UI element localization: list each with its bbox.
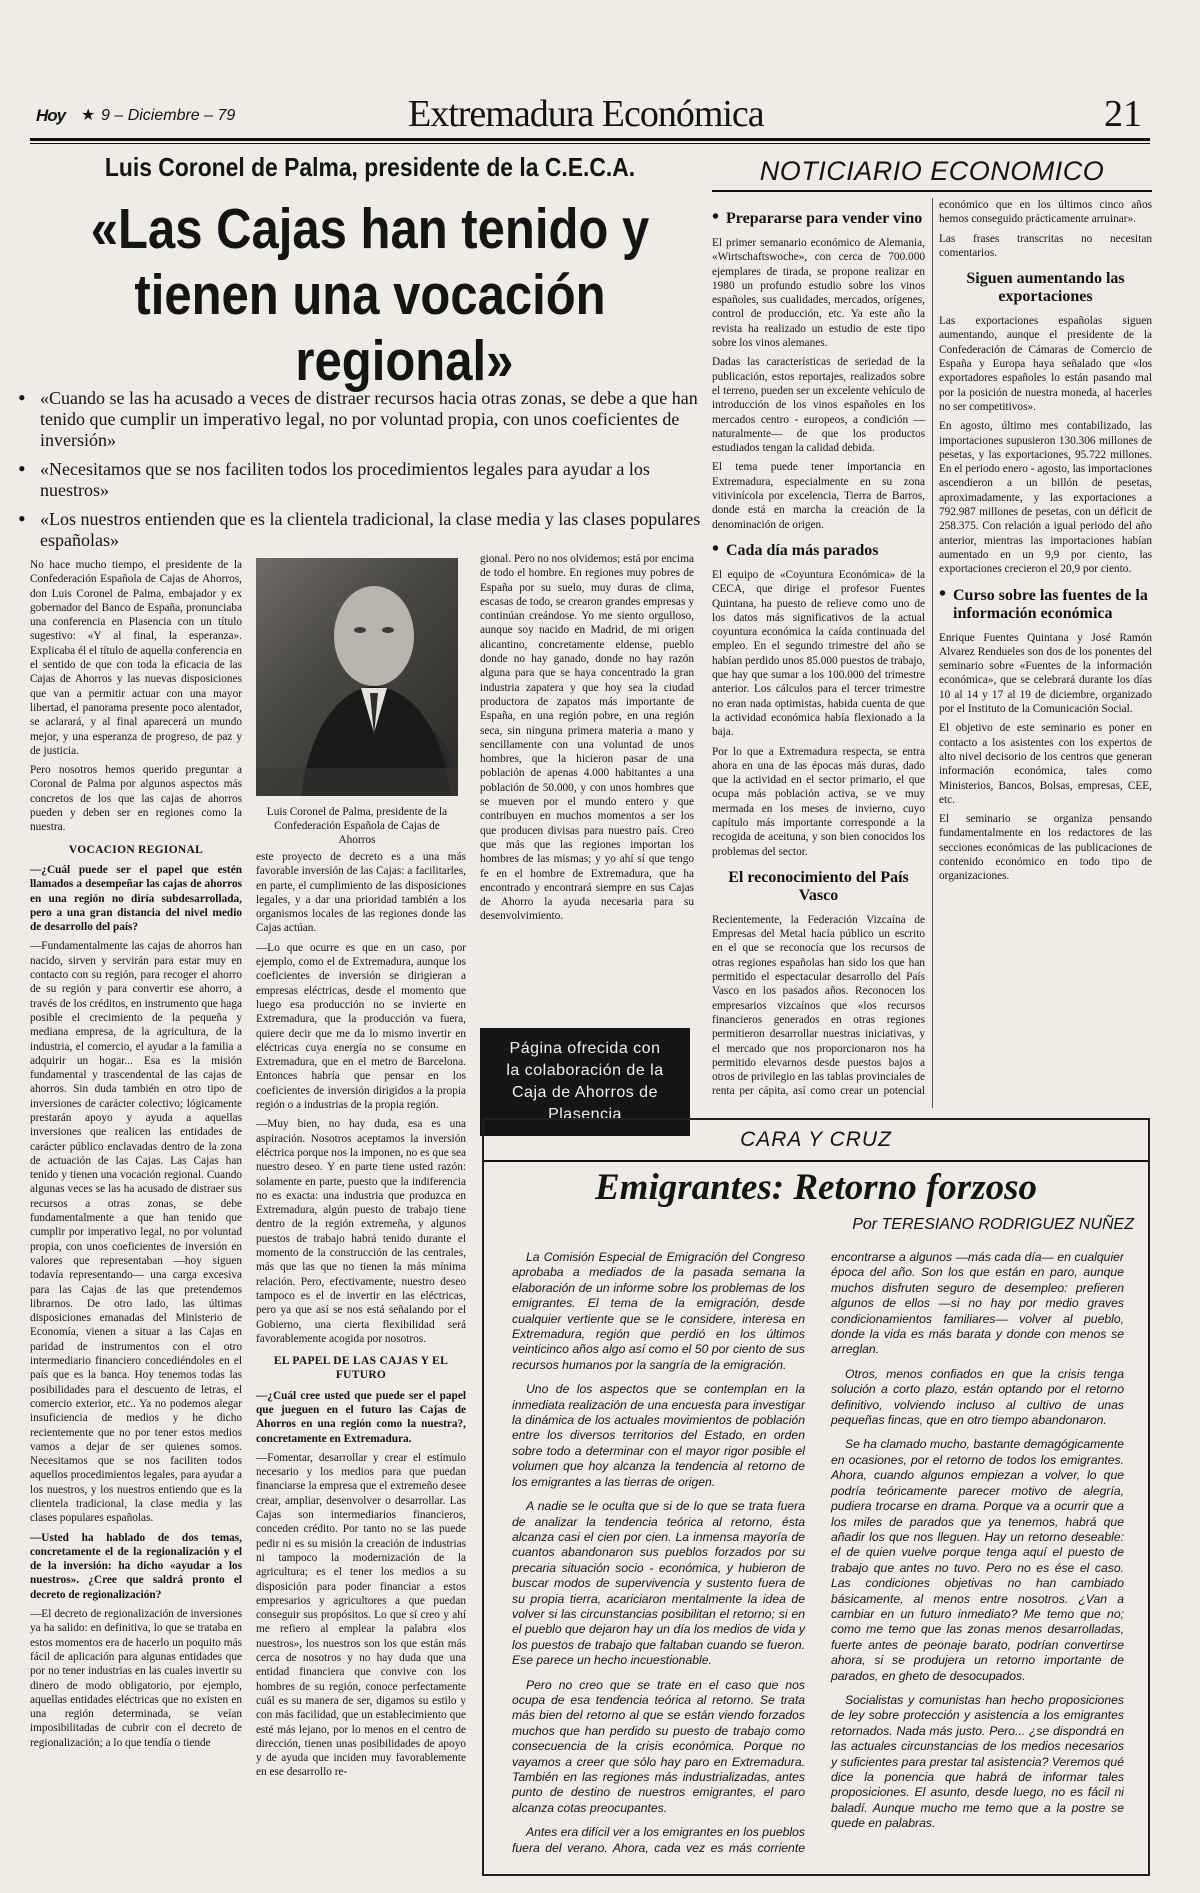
portrait-photo (256, 558, 458, 796)
news-paragraph: En agosto, último mes contabilizado, las importaciones supusieron 130.306 millones de pesetas, y las exportaciones, 95.722 millones. En el periodo enero - agosto, las importaciones ascendieron a un billón de pesetas, aproximadamente, y las exportaciones a 792.987 millones de pesetas, con un déficit de 258.375. Con relación a igual periodo del año anterior, mientras las importaciones habían aumentado en un 9,9 por ciento, las exportaciones crecieron el 20,9 por ciento. (939, 420, 1152, 576)
noticiario-columns (712, 198, 1152, 1108)
news-paragraph: El equipo de «Coyuntura Económica» de la CECA, que dirige el profesor Fuentes Quintana, ha puesto de relieve como uno de los datos más significativos de la actual coyuntura económica la caída continuada del empleo. En el segundo trimestre del año se habían perdido unos 85.000 puestos de trabajo, que hay que sumar a los 100.000 del trimestre anterior. Los cálculos para el tercer trimestre no eran nada optimistas, habida cuenta de que la actividad económica había flexionado a la baja. (712, 568, 925, 739)
pullquote-list (14, 388, 704, 559)
headline-line-3: regional» (295, 329, 514, 393)
newspaper-logo: Hoy (36, 106, 66, 125)
headline-line-2: tienen una vocación (134, 263, 606, 327)
news-paragraph: Enrique Fuentes Quintana y José Ramón Alvarez Rendueles son dos de los ponentes del seminario sobre «Fuentes de la información económica», que se celebrará durante los días 10 al 14 y 17 al 19 de diciembre, organizado por el Instituto de la Comunicación Social. (939, 631, 1152, 716)
news-heading: • Prepararse para vender vino (712, 210, 925, 228)
subheading: EL PAPEL DE LAS CAJAS Y EL FUTURO (273, 1355, 449, 1382)
news-paragraph: El objetivo de este seminario es poner en contacto a los asistentes con los expertos de alto nivel decisorio de los centros que generan información económica, tales como Ministerios, Bancos, Bolsas, empresas, CEE, etc. (939, 722, 1152, 806)
column-label: CARA Y CRUZ (740, 1128, 892, 1151)
question: —Usted ha hablado de dos temas, concretamente el de la regionalización y el de la inversión: ha dicho «ayudar a los nuestros». ¿Cree que saldrá pronto el decreto de regionalización? (30, 1531, 242, 1601)
news-paragraph: Las frases transcritas no necesitan comentarios. (939, 232, 1152, 259)
news-paragraph: El tema puede tener importancia en Extremadura, especialmente en su zona vitivinícola por excelencia, Tierra de Barros, donde está en marcha la creación de la denominación de origen. (712, 461, 925, 531)
sponsor-text: Página ofrecida con la colaboración de la Caja de Ahorros de Plasencia (506, 1040, 664, 1123)
headline-line-1: «Las Cajas han tenido y (90, 197, 650, 261)
question: —¿Cuál puede ser el papel que estén llamados a desempeñar las cajas de ahorros en una región no diría subdesarrollada, pero a una gran distancia del nivel medio de desarrollo del país? (30, 863, 242, 934)
page-number: 21 (1104, 93, 1142, 135)
masthead-rule (30, 138, 1150, 141)
article-headline (40, 196, 700, 394)
news-heading: El reconocimiento del País Vasco (728, 868, 909, 904)
article-column-1 (30, 558, 242, 1878)
paragraph: —Fomentar, desarrollar y crear el estímulo necesario y los medios para que puedan financiarse la empresa que el extremeño desee crear, ampliar, desenvolver o desarrollar. Las Cajas son intermediarios financieros, conceden crédito. Por tanto no se las puede pedir ni es su misión la creación de industrias ni tampoco la modernización de la agricultura; es el tener los medios a su disposición para poder financiar a estos empresarios y agricultores a que puedan conseguir sus propósitos. Lo que sí creo y ahí me refiero al emplear la palabra «los nuestros», los nuestros son los que están más cerca de nosotros y no hay duda que una entidad financiera que convive con los hombres de su región, conoce perfectamente cuál es su manera de ser, digamos su estilo y con más facilidad, que un establecimiento que esté más lejano, por lo menos en el centro de dirección, tienen unas posibilidades de apoyo y de ayuda que inciden muy favorablemente en ese desarrollo re- (256, 1451, 466, 1779)
opinion-title: Emigrantes: Retorno forzoso (594, 1167, 1037, 1208)
opinion-paragraph: Otros, menos confiados en que la crisis tenga solución a corto plazo, están optando por el retorno definitivo, volviendo incluso al cultivo de unas pequeñas fincas, que en otro tiempo abandonaron. (831, 1366, 1124, 1428)
paragraph: —Muy bien, no hay duda, esa es una aspiración. Nosotros aceptamos la inversión eléctrica porque nos la imponen, no es que sea nuestro deseo. Y en parte tiene usted razón: solamente en parte, puesto que la indiferencia no es exacta: una industria que produzca en Extremadura, algún puesto de trabajo tiene dentro de la región extremeña, y algunos puestos de trabajo habrá tenido durante el momento de la construcción de las centrales, más que las que no tienen la más mínima relación. Pero, efectivamente, nuestro deseo tampoco es el de invertir en las eléctricas, pero ya que así se nos está señalando por el Gobierno, una cierta flexibilidad será favorablemente acogida por nosotros. (256, 1118, 466, 1345)
news-paragraph: Recientemente, la Federación Vizcaína de Empresas del Metal hacía público un escrito en el que se reconocía que los recursos de otras regiones españolas han sido los que han permitido el espectacular desarrollo del País Vasco en los pasados años. Reconocen los empresarios vizcaínos que «los recursos financieros generados en otras regiones permitieron desarrollar nuestras iniciativas, y el mercado que nos proporcionaron nos ha permitido elevarnos desde puestos bajos a otros de privilegio en las tablas provinciales de renta per cápita, así como crear un potencial económico que en los últimos cinco años hemos conseguido prácticamente arruinar». (712, 199, 1152, 1098)
news-heading: Siguen aumentando las exportaciones (966, 270, 1125, 306)
paragraph: este proyecto de decreto es a una más favorable inversión de las Cajas: a facilitarles, en parte, el cumplimiento de las disposiciones legales, y a dar una prioridad también a los organismos locales de las regiones donde las Cajas actúan. (256, 851, 466, 935)
subheading: VOCACION REGIONAL (68, 843, 204, 856)
opinion-body (512, 1250, 1124, 1866)
opinion-paragraph: A nadie se le oculta que si de lo que se trata fuera de analizar la tendencia teórica al retorno, ésta alcanza casi el cien por cien. La inmensa mayoría de cuantos abandonaron sus pueblos forzados por su precaria situación socio - económica, y hubieron de buscar modos de supervivencia y sustento fuera de su propia tierra, acariciaron mentalmente la idea de volver si las circunstancias posibilitan el retorno; si en el pueblo que dejaron hay un día los medios de vida y los puestos de trabajo que faltaban cuando se fueron. Ese parece un hecho incuestionable. (512, 1499, 805, 1668)
issue-date: 9 – Diciembre – 79 (101, 107, 236, 124)
portrait-figure-icon (256, 558, 458, 796)
opinion-paragraph: La Comisión Especial de Emigración del Congreso aprobaba a mediados de la pasada semana la elaboración de un informe sobre los problemas de los emigrantes. El tema de la emigración, desde cualquier vertiente que se le considere, interesa en Extremadura, región que perdió en los últimos veinticinco años algo así como el 50 por ciento de sus recursos humanos por la sangría de la emigración. (512, 1250, 805, 1372)
section-title: Extremadura Económica (408, 93, 764, 135)
opinion-paragraph: Uno de los aspectos que se contemplan en la inmediata realización de una encuesta para investigar la dinámica de los actuales movimientos de población entre los diversos territorios del Estado, en orden sobre todo a determinar con el mayor rigor posible el volumen que hoy alcanza la tendencia al retorno de los emigrantes a las tierras de origen. (512, 1382, 805, 1489)
pullquote-item: • «Necesitamos que se nos faciliten todos los procedimientos legales para ayudar a los nuestros» (14, 459, 704, 501)
opinion-paragraph: Pero no creo que se trate en el caso que nos ocupa de esa tendencia teórica al retorno. Se trata más bien del retorno al que se están viendo forzados muchos que han perdido su puesto de trabajo como consecuencia de la crisis económica. Porque no vayamos a creer que sólo hay paro en Extremadura. También en las regiones más industrializadas, antes punto de destino de nuestros emigrantes, el paro alcanza cotas preocupantes. (512, 1677, 805, 1815)
question: —¿Cuál cree usted que puede ser el papel que jueguen en el futuro las Cajas de Ahorros en una región como la nuestra?, concretamente en Extremadura. (256, 1389, 466, 1445)
news-paragraph: Dadas las características de seriedad de la publicación, estos reportajes, realizados sobre el terreno, pueden ser un excelente vehículo de introducción de los vinos españoles en los mercados centro - europeos, a condición —naturalmente— de que los productos estudiados tengan la calidad debida. (712, 356, 925, 455)
label-rule (484, 1160, 1148, 1162)
news-heading: • Cada día más parados (712, 542, 925, 560)
news-paragraph: Las exportaciones españolas siguen aumentando, aunque el presidente de la Confederación de Cámaras de Comercio de España y Europa haya señalado que «los exportadores españoles lo están pasando mal por la posición de nuestra moneda, al hacerles no ser competitivos». (939, 315, 1152, 413)
opinion-paragraph: Antes era difícil ver a los emigrantes en los pueblos fuera del verano. Ahora, cada vez es más corriente encontrarse a algunos —más cada día— en cualquier época del año. Son los que están en paro, aunque muchos disfruten seguro de desempleo: prefieren algunos de ellos —si no hay por medio graves condicionamientos familiares— volver al pueblo, donde la vida es más barata y donde con menos se arreglan. (512, 1250, 1124, 1855)
noticiario-title: NOTICIARIO ECONOMICO (759, 156, 1105, 186)
noticiario-rule (712, 190, 1152, 192)
news-heading: • Curso sobre las fuentes de la información económica (939, 587, 1152, 623)
paragraph: —Fundamentalmente las cajas de ahorros han nacido, sirven y servirán para estar muy en contacto con su región, para recoger el ahorro de su región y para convertir ese ahorro, a través de los créditos, en instrumento que haga posible el crecimiento de la pequeña y mediana empresa, de la agricultura, de la industria, el comercio, el ayudar a la familia a adquirir un hogar... Esa es la misión fundamental y trascendental de las cajas de ahorros. Sin duda también en otro tipo de inversiones de carácter colectivo; lógicamente prestarán apoyo y ayuda a aquellas inversiones que realicen las entidades de carácter público enclavadas dentro de la zona de actuación de las Cajas. Las Cajas han tenido y tienen una vocación regional. Cuando algunas veces se las ha acusado de distraer sus recursos a otras zonas, se debe fundamentalmente a que han tenido que cumplir por imperativo legal, no por voluntad propia, con unos coeficientes de inversión en valores que representaban —hoy siguen todavía representando— una carga excesiva para las Cajas de las que pretendemos librarnos. De otro lado, las últimas disposiciones emanadas del Ministerio de Economía, vienen a situar a las Cajas en paridad de instrumentos con el otro intermediario financiero concediéndoles en el país que es la banca. Hoy tenemos todas las posibilidades para el descuento de letras, el comercio exterior, etc.. Ya no podemos alegar insuficiencia de medios y he dicho recientemente que no por tener estos medios vamos a dejar de ser quienes somos. Necesitamos que se nos faciliten todos aquellos procedimientos legales, para ayudar a los nuestros, y los nuestros entiendo que es la clientela tradicional, la clase media y las clases populares españolas. (30, 940, 242, 1525)
news-paragraph: El seminario se organiza pensando fundamentalmente en los redactores de las secciones económicas de las publicaciones de contenido económico en todo tipo de organizaciones. (939, 813, 1152, 883)
cara-y-cruz-box (482, 1118, 1150, 1876)
paragraph: Pero nosotros hemos querido preguntar a Coronal de Palma por algunos aspectos más concretos de los que las cajas de ahorros pueden y deben ser en regiones como la nuestra. (30, 764, 242, 834)
paragraph: No hace mucho tiempo, el presidente de la Confederación Española de Cajas de Ahorros, don Luis Coronel de Palma, embajador y ex gobernador del Banco de España, pronunciaba una conferencia en Plasencia con un título sugestivo: «Y al final, la esperanza». Explicaba él el título de aquella conferencia en el sentido de que con toda la eficacia de las Cajas de Ahorros y las nuevas disposiciones que van a permitir actuar con una mayor libertad, el panorama presente poco alentador, se aclarará, y al final aparecerá un mundo mejor, y una esperanza de progreso, de paz y de justicia. (30, 559, 242, 757)
masthead-rule-thin (30, 143, 1150, 144)
opinion-paragraph: Se ha clamado mucho, bastante demagógicamente en ocasiones, por el retorno de todos los emigrantes. Ahora, cuando algunos empiezan a volver, lo que podría teóricamente parecer motivo de alegría, pudiera trocarse en drama. Porque va a ocurrir que a los miles de parados que ya tenemos, habrá que añadir los que nos lleguen. Hay un retorno deseable: el de quien vuelve porque tenga aquí el puesto de trabajo que antes no tuvo. Pero no es ése el caso. Las condiciones objetivas no han cambiado básicamente, al menos entre nosotros. ¿Van a cambiar en un futuro inmediato? Me temo que no; como me temo que las zonas menos desarrolladas, fuerte antes de peonaje barato, podrían convertirse ahora, si se produjera un retorno importante de parados, en gheto de desocupados. (831, 1437, 1124, 1683)
pullquote-item: • «Los nuestros entienden que es la clientela tradicional, la clase media y las clases populares españolas» (14, 509, 704, 551)
star-icon: ★ (81, 107, 96, 124)
article-kicker: Luis Coronel de Palma, presidente de la C.E.C.A. (104, 152, 636, 182)
news-paragraph: El primer semanario económico de Alemania, «Wirtschaftswoche», con cerca de 700.000 ejemplares de tirada, se propone realizar en 1980 un profundo estudio sobre los vinos españoles, sus cualidades, mercados, orígenes, control de producción, etc. Ya este año la revista ha realizado un estudio de este tipo sobre los vinos alemanes. (712, 237, 925, 350)
photo-caption: Luis Coronel de Palma, presidente de la Confederación Española de Cajas de Ahorros (266, 806, 448, 846)
opinion-byline: Por TERESIANO RODRIGUEZ NUÑEZ (852, 1216, 1134, 1233)
paragraph: gional. Pero no nos olvidemos; está por encima de todo el hombre. En regiones muy pobres de España por su suelo, muy duras de clima, escasas de todo, se crearon grandes empresas y continúan creándose. Yo me siento orgulloso, aunque soy nacido en Madrid, de mi origen alicantino, concretamente eldense, pueblo donde no hay ganado, donde no hay razón alguna para que se haya concentrado la gran industria zapatera y que hoy sea la ciudad productora de zapatos más importante de España, en una región pobre, en una región seca, sin ninguna primera materia a mano y sencillamente con una voluntad de unos hombres, que la hicieron pasar de una población de apenas 4.000 habitantes a una población de 50.000, y con unos hombres que se mueven por el mundo entero y que contribuyen en muchos momentos a ser los que producen divisas para nuestro país. Creo que más que las regiones importan los hombres de las mismas; y yo ahí sí que tengo fe en el hombre de Extremadura, que ha encontrado y encontrará siempre en sus Cajas de Ahorro la ayuda necesaria para su desenvolvimiento. (480, 553, 694, 923)
article-column-3 (480, 552, 694, 1012)
article-column-2 (256, 850, 466, 1880)
opinion-paragraph: Socialistas y comunistas han hecho proposiciones de ley sobre protección y asistencia a los emigrantes retornados. Nada más justo. Pero... ¿se dispondrá en las actuales circunstancias de los medios necesarios y suficientes para prestar tal asistencia? Veremos qué dice la ponencia que habrá de informar tales proposiciones. El asunto, desde luego, no es fácil ni baladí. Aunque mucho me temo que a la postre se quede en palabras. (831, 1692, 1124, 1831)
pullquote-item: • «Cuando se las ha acusado a veces de distraer recursos hacia otras zonas, se debe a que han tenido que cumplir un imperativo legal, no por voluntad propia, con unos coeficientes de inversión» (14, 388, 704, 451)
paragraph: —Lo que ocurre es que en un caso, por ejemplo, como el de Extremadura, aunque los coeficientes de inversión se dirigieran a empresas eléctricas, desde el momento que luego esa producción no se invierte en Extremadura, que la producción va fuera, quiere decir que me da lo mismo invertir en eléctricas cuya energía no se consume en Extremadura, que en el metro de Barcelona. Entonces habría que pensar en los coeficientes de inversión dirigidos a la propia región o a industrias de la propia región. (256, 941, 466, 1112)
paragraph: —El decreto de regionalización de inversiones ya ha salido: en definitiva, lo que se trataba en estos momentos era de hacerlo un poquito más fácil de aplicación para algunas entidades que por no tener industrias en las cuales invertir su dinero de modo obligatorio, por ejemplo, aquellas entidades eléctricas que no existen en una región determinada, se veían imposibilitadas de cubrir con el decreto de regionalización; a lo que tendía o tiende (30, 1608, 242, 1749)
news-paragraph: Por lo que a Extremadura respecta, se entra ahora en una de las épocas más duras, dado que la actividad en el sector primario, el que ocupa más población activa, se ve muy mermada en los meses de invierno, cuyo capítulo más importante corresponde a la recogida de aceituna, y son bien conocidos los problemas del sector. (712, 745, 925, 858)
masthead (36, 92, 1146, 138)
